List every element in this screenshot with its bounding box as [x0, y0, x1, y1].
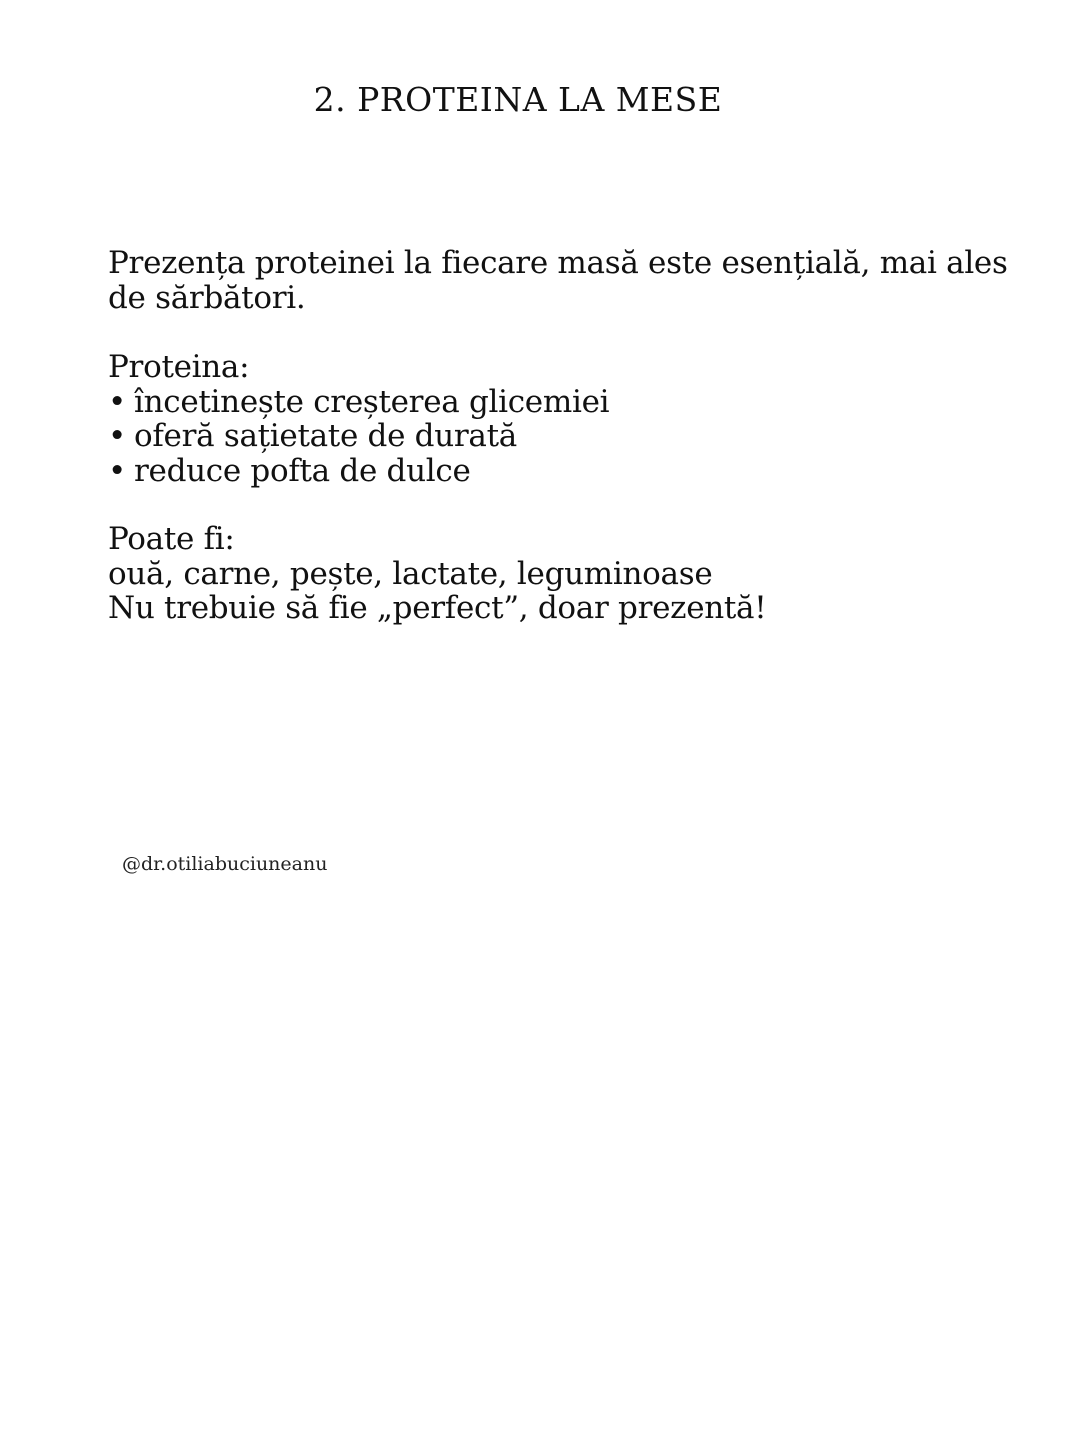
benefits-heading: Proteina:: [108, 349, 250, 385]
sources-list: ouă, carne, pește, lactate, leguminoase: [108, 555, 713, 592]
list-item: [108, 385, 988, 420]
benefits-section: [108, 350, 988, 488]
list-item-text: reduce pofta de dulce: [134, 452, 471, 489]
bullet-icon: •: [108, 418, 126, 454]
bullet-icon: •: [108, 452, 126, 489]
intro-line-1: Prezența proteinei la fiecare masă este esențială, mai ales: [108, 245, 1008, 281]
sources-section: [108, 522, 988, 626]
page-title: 2. PROTEINA LA MESE: [313, 80, 723, 119]
bullet-icon: •: [108, 383, 126, 420]
list-item: [108, 454, 988, 489]
list-item-text: încetinește creșterea glicemiei: [134, 383, 610, 420]
list-item-text: oferă sațietate de durată: [134, 418, 517, 454]
intro-line-2: de sărbători.: [108, 279, 306, 316]
sources-note: Nu trebuie să fie „perfect”, doar prezentă!: [108, 590, 767, 626]
list-item: [108, 419, 988, 454]
author-handle: @dr.otiliabuciuneanu: [122, 853, 328, 875]
sources-heading: Poate fi:: [108, 521, 235, 557]
intro-paragraph: [108, 245, 1008, 316]
